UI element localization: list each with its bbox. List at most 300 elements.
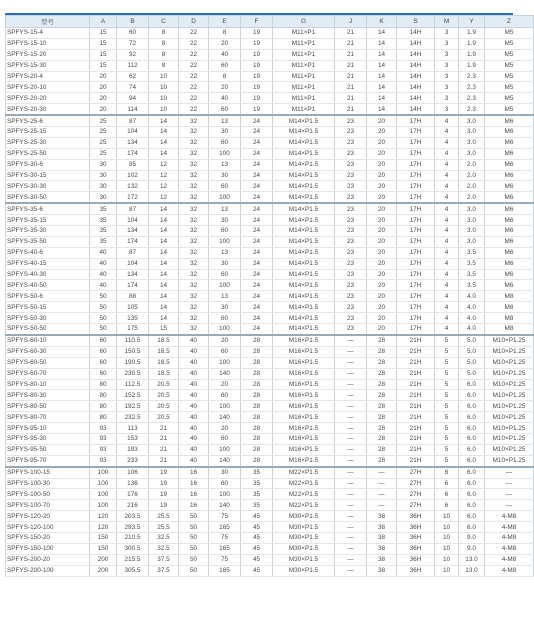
model-cell: SPFYS-25-50 (6, 148, 90, 159)
value-cell: M30×P1.5 (273, 532, 335, 543)
value-cell: 4 (435, 148, 459, 159)
value-cell: 100 (209, 357, 241, 368)
value-cell: M22×P1.5 (273, 489, 335, 500)
value-cell: 100 (209, 401, 241, 412)
value-cell: 20.5 (149, 401, 179, 412)
value-cell: 4-M8 (485, 554, 534, 565)
value-cell: 75 (209, 554, 241, 565)
value-cell: 172 (117, 192, 149, 203)
value-cell: 106 (117, 467, 149, 478)
value-cell: 136 (117, 478, 149, 489)
value-cell: 23 (335, 115, 367, 126)
value-cell: 24 (241, 215, 273, 226)
table-row (6, 302, 534, 313)
value-cell: 23 (335, 280, 367, 291)
value-cell: 14H (397, 28, 435, 39)
value-cell: 4 (435, 192, 459, 203)
value-cell: 14 (149, 137, 179, 148)
table-row (6, 532, 534, 543)
value-cell: M11×P1 (273, 60, 335, 71)
value-cell: 2.0 (459, 159, 485, 170)
value-cell: M14×P1.5 (273, 291, 335, 302)
value-cell: 19 (241, 38, 273, 49)
value-cell: 15 (90, 60, 117, 71)
value-cell: — (335, 379, 367, 390)
value-cell: 45 (241, 522, 273, 533)
value-cell: 134 (117, 269, 149, 280)
value-cell: 293.5 (117, 522, 149, 533)
value-cell: 100 (209, 280, 241, 291)
table-row (6, 192, 534, 203)
value-cell: — (335, 511, 367, 522)
value-cell: 17H (397, 226, 435, 237)
value-cell: 17H (397, 137, 435, 148)
value-cell: 60 (209, 137, 241, 148)
value-cell: 20 (367, 280, 397, 291)
value-cell: 4 (435, 226, 459, 237)
value-cell: 140 (209, 412, 241, 423)
value-cell: M10×P1.25 (485, 401, 534, 412)
value-cell: 4 (435, 203, 459, 214)
value-cell: 114 (117, 104, 149, 115)
value-cell: 32 (179, 170, 209, 181)
value-cell: M14×P1.5 (273, 280, 335, 291)
value-cell: 28 (241, 444, 273, 455)
value-cell: — (335, 346, 367, 357)
value-cell: 32 (179, 291, 209, 302)
value-cell: 100 (90, 489, 117, 500)
header-model: 型号 (6, 16, 90, 28)
value-cell: M16×P1.5 (273, 455, 335, 466)
value-cell: M10×P1.25 (485, 368, 534, 379)
value-cell: 21H (397, 368, 435, 379)
value-cell: 32 (179, 127, 209, 138)
value-cell: M6 (485, 181, 534, 192)
value-cell: 45 (241, 511, 273, 522)
value-cell: 10 (149, 104, 179, 115)
value-cell: 40 (179, 444, 209, 455)
model-cell: SPFYS-40-30 (6, 269, 90, 280)
value-cell: 100 (209, 489, 241, 500)
value-cell: 23 (335, 291, 367, 302)
value-cell: 6.0 (459, 390, 485, 401)
value-cell: 14H (397, 104, 435, 115)
value-cell: 23 (335, 170, 367, 181)
value-cell: 4 (435, 313, 459, 324)
value-cell: 190.5 (117, 357, 149, 368)
value-cell: 6 (435, 467, 459, 478)
value-cell: 21 (149, 423, 179, 434)
value-cell: 120 (90, 522, 117, 533)
value-cell: 93 (90, 444, 117, 455)
value-cell: 45 (241, 532, 273, 543)
value-cell: 20 (367, 159, 397, 170)
value-cell: 75 (209, 511, 241, 522)
value-cell: 40 (179, 335, 209, 346)
value-cell: — (485, 478, 534, 489)
value-cell: 5.0 (459, 357, 485, 368)
value-cell: 32.5 (149, 543, 179, 554)
value-cell: 3 (435, 60, 459, 71)
value-cell: 50 (179, 522, 209, 533)
value-cell: M14×P1.5 (273, 148, 335, 159)
value-cell: 15 (90, 28, 117, 39)
value-cell: 17H (397, 280, 435, 291)
value-cell: 21H (397, 444, 435, 455)
value-cell: 17H (397, 170, 435, 181)
model-cell: SPFYS-25-6 (6, 115, 90, 126)
value-cell: 14 (149, 203, 179, 214)
value-cell: 6.0 (459, 500, 485, 511)
value-cell: 200 (90, 554, 117, 565)
value-cell: M10×P1.25 (485, 444, 534, 455)
value-cell: 192.5 (117, 401, 149, 412)
value-cell: 94 (117, 93, 149, 104)
value-cell: 35 (241, 489, 273, 500)
value-cell: 165 (209, 522, 241, 533)
value-cell: 32 (179, 226, 209, 237)
value-cell: 35 (90, 203, 117, 214)
value-cell: 60 (209, 60, 241, 71)
header-col-k: K (367, 16, 397, 28)
value-cell: 110.5 (117, 335, 149, 346)
value-cell: M6 (485, 148, 534, 159)
value-cell: 37.5 (149, 554, 179, 565)
value-cell: M5 (485, 93, 534, 104)
value-cell: 22 (179, 82, 209, 93)
value-cell: 19 (241, 82, 273, 93)
value-cell: 23 (335, 215, 367, 226)
model-cell: SPFYS-60-70 (6, 368, 90, 379)
value-cell: 8 (209, 28, 241, 39)
value-cell: 10 (149, 82, 179, 93)
value-cell: 5 (435, 444, 459, 455)
value-cell: 36H (397, 565, 435, 576)
value-cell: 32 (179, 159, 209, 170)
header-col-e: E (209, 16, 241, 28)
value-cell: 30 (209, 302, 241, 313)
value-cell: M11×P1 (273, 93, 335, 104)
table-row (6, 313, 534, 324)
value-cell: M14×P1.5 (273, 313, 335, 324)
model-cell: SPFYS-60-50 (6, 357, 90, 368)
value-cell: 6.0 (459, 444, 485, 455)
value-cell: 32 (179, 258, 209, 269)
value-cell: — (335, 565, 367, 576)
value-cell: 14 (149, 258, 179, 269)
table-row (6, 423, 534, 434)
value-cell: 17H (397, 247, 435, 258)
value-cell: 28 (367, 357, 397, 368)
value-cell: 6 (435, 489, 459, 500)
value-cell: 4 (435, 324, 459, 335)
value-cell: M10×P1.25 (485, 357, 534, 368)
value-cell: 14 (367, 82, 397, 93)
header-col-a: A (90, 16, 117, 28)
value-cell: 13.0 (459, 565, 485, 576)
value-cell: 40 (179, 423, 209, 434)
value-cell: 4 (435, 302, 459, 313)
value-cell: M6 (485, 127, 534, 138)
value-cell: 20 (209, 335, 241, 346)
value-cell: 28 (367, 390, 397, 401)
model-cell: SPFYS-60-30 (6, 346, 90, 357)
value-cell: 60 (209, 390, 241, 401)
value-cell: 4 (435, 181, 459, 192)
value-cell: 24 (241, 170, 273, 181)
value-cell: 40 (209, 93, 241, 104)
value-cell: 176 (117, 489, 149, 500)
value-cell: M5 (485, 104, 534, 115)
value-cell: M14×P1.5 (273, 269, 335, 280)
value-cell: 30 (90, 170, 117, 181)
value-cell: — (335, 433, 367, 444)
value-cell: 4.0 (459, 313, 485, 324)
header-col-j: J (335, 16, 367, 28)
value-cell: 5 (435, 368, 459, 379)
header-col-y: Y (459, 16, 485, 28)
value-cell: — (335, 368, 367, 379)
value-cell: M8 (485, 302, 534, 313)
value-cell: 28 (367, 423, 397, 434)
value-cell: 75 (209, 532, 241, 543)
value-cell: 60 (209, 269, 241, 280)
value-cell: 25.5 (149, 511, 179, 522)
value-cell: 87 (117, 203, 149, 214)
value-cell: 3 (435, 104, 459, 115)
value-cell: 28 (367, 412, 397, 423)
value-cell: 16 (179, 500, 209, 511)
value-cell: M30×P1.5 (273, 543, 335, 554)
value-cell: 22 (179, 60, 209, 71)
table-row (6, 137, 534, 148)
value-cell: 4-M8 (485, 522, 534, 533)
value-cell: 50 (179, 554, 209, 565)
value-cell: 13 (209, 159, 241, 170)
table-row (6, 170, 534, 181)
value-cell: 14 (149, 236, 179, 247)
value-cell: 3.5 (459, 247, 485, 258)
value-cell: M22×P1.5 (273, 467, 335, 478)
table-row (6, 148, 534, 159)
value-cell: — (335, 357, 367, 368)
value-cell: 28 (241, 401, 273, 412)
value-cell: 24 (241, 203, 273, 214)
value-cell: 113 (117, 423, 149, 434)
table-row (6, 28, 534, 39)
value-cell: — (485, 489, 534, 500)
value-cell: 5 (435, 335, 459, 346)
value-cell: 14 (367, 49, 397, 60)
value-cell: 23 (335, 247, 367, 258)
value-cell: 40 (179, 455, 209, 466)
model-cell: SPFYS-80-70 (6, 412, 90, 423)
value-cell: 5 (435, 346, 459, 357)
value-cell: 40 (90, 258, 117, 269)
model-cell: SPFYS-25-15 (6, 127, 90, 138)
value-cell: 5 (435, 379, 459, 390)
value-cell: 19 (241, 60, 273, 71)
model-cell: SPFYS-15-20 (6, 49, 90, 60)
value-cell: 15 (90, 49, 117, 60)
value-cell: 6 (435, 500, 459, 511)
value-cell: — (367, 489, 397, 500)
value-cell: 1.9 (459, 60, 485, 71)
table-row (6, 390, 534, 401)
value-cell: 10 (149, 71, 179, 82)
value-cell: 32 (179, 247, 209, 258)
table-row (6, 159, 534, 170)
value-cell: 17H (397, 302, 435, 313)
value-cell: 21 (335, 60, 367, 71)
value-cell: 210.5 (117, 532, 149, 543)
value-cell: 2.3 (459, 82, 485, 93)
value-cell: 17H (397, 115, 435, 126)
value-cell: 32 (179, 115, 209, 126)
value-cell: 20 (90, 82, 117, 93)
value-cell: 20 (367, 181, 397, 192)
value-cell: 216 (117, 500, 149, 511)
spec-table-container (5, 13, 526, 577)
table-row (6, 324, 534, 335)
value-cell: 15 (90, 38, 117, 49)
value-cell: M14×P1.5 (273, 247, 335, 258)
value-cell: M5 (485, 82, 534, 93)
value-cell: 100 (209, 444, 241, 455)
value-cell: M11×P1 (273, 49, 335, 60)
value-cell: 32 (179, 313, 209, 324)
value-cell: M11×P1 (273, 104, 335, 115)
value-cell: 152.5 (117, 390, 149, 401)
value-cell: 32 (179, 324, 209, 335)
value-cell: 9.0 (459, 532, 485, 543)
table-row (6, 93, 534, 104)
value-cell: 25 (90, 137, 117, 148)
value-cell: 20 (367, 258, 397, 269)
value-cell: M10×P1.25 (485, 412, 534, 423)
table-row (6, 455, 534, 466)
value-cell: 24 (241, 302, 273, 313)
value-cell: — (335, 500, 367, 511)
value-cell: 150 (90, 543, 117, 554)
value-cell: 28 (367, 335, 397, 346)
value-cell: M14×P1.5 (273, 215, 335, 226)
value-cell: 14 (149, 127, 179, 138)
value-cell: 17H (397, 203, 435, 214)
table-row (6, 291, 534, 302)
value-cell: 3.0 (459, 215, 485, 226)
value-cell: 100 (209, 236, 241, 247)
value-cell: 28 (367, 401, 397, 412)
value-cell: 80 (90, 390, 117, 401)
value-cell: 93 (90, 433, 117, 444)
value-cell: 22 (179, 38, 209, 49)
value-cell: 14H (397, 60, 435, 71)
model-cell: SPFYS-200-20 (6, 554, 90, 565)
value-cell: M16×P1.5 (273, 346, 335, 357)
model-cell: SPFYS-35-15 (6, 215, 90, 226)
value-cell: 27H (397, 467, 435, 478)
value-cell: 2.0 (459, 181, 485, 192)
value-cell: 28 (367, 368, 397, 379)
model-cell: SPFYS-50-50 (6, 324, 90, 335)
value-cell: M8 (485, 324, 534, 335)
value-cell: 19 (241, 93, 273, 104)
value-cell: 100 (90, 500, 117, 511)
value-cell: 40 (179, 433, 209, 444)
value-cell: 21H (397, 433, 435, 444)
value-cell: 50 (179, 511, 209, 522)
value-cell: 21H (397, 335, 435, 346)
model-cell: SPFYS-100-15 (6, 467, 90, 478)
value-cell: 16 (179, 489, 209, 500)
value-cell: 3 (435, 28, 459, 39)
value-cell: 35 (241, 467, 273, 478)
value-cell: M10×P1.25 (485, 433, 534, 444)
value-cell: 100 (90, 478, 117, 489)
model-cell: SPFYS-30-50 (6, 192, 90, 203)
value-cell: 40 (90, 269, 117, 280)
value-cell: 14 (367, 71, 397, 82)
table-row (6, 543, 534, 554)
value-cell: 25 (90, 148, 117, 159)
value-cell: 14 (149, 280, 179, 291)
value-cell: 14 (367, 104, 397, 115)
value-cell: M6 (485, 236, 534, 247)
value-cell: 18.5 (149, 357, 179, 368)
value-cell: 19 (241, 28, 273, 39)
value-cell: 40 (179, 368, 209, 379)
value-cell: 30 (90, 159, 117, 170)
value-cell: 32 (179, 148, 209, 159)
value-cell: — (335, 532, 367, 543)
value-cell: 13 (209, 115, 241, 126)
value-cell: 28 (241, 390, 273, 401)
model-cell: SPFYS-35-30 (6, 226, 90, 237)
value-cell: 19 (241, 104, 273, 115)
value-cell: M14×P1.5 (273, 137, 335, 148)
value-cell: 104 (117, 258, 149, 269)
value-cell: 17H (397, 159, 435, 170)
value-cell: M10×P1.25 (485, 379, 534, 390)
value-cell: 32 (179, 181, 209, 192)
value-cell: 20.5 (149, 412, 179, 423)
value-cell: 45 (241, 554, 273, 565)
value-cell: 24 (241, 127, 273, 138)
value-cell: 74 (117, 82, 149, 93)
value-cell: 233 (117, 455, 149, 466)
header-col-z: Z (485, 16, 534, 28)
value-cell: 27H (397, 489, 435, 500)
value-cell: 19 (241, 49, 273, 60)
value-cell: — (367, 467, 397, 478)
value-cell: 20 (90, 71, 117, 82)
value-cell: 23 (335, 137, 367, 148)
value-cell: 3.0 (459, 115, 485, 126)
value-cell: 23 (335, 313, 367, 324)
value-cell: 14H (397, 38, 435, 49)
value-cell: 24 (241, 313, 273, 324)
header-col-f: F (241, 16, 273, 28)
value-cell: 232.5 (117, 412, 149, 423)
value-cell: 18.5 (149, 368, 179, 379)
value-cell: 14 (367, 38, 397, 49)
value-cell: 35 (241, 478, 273, 489)
value-cell: 150 (90, 532, 117, 543)
model-cell: SPFYS-35-6 (6, 203, 90, 214)
value-cell: 14H (397, 71, 435, 82)
value-cell: 24 (241, 226, 273, 237)
